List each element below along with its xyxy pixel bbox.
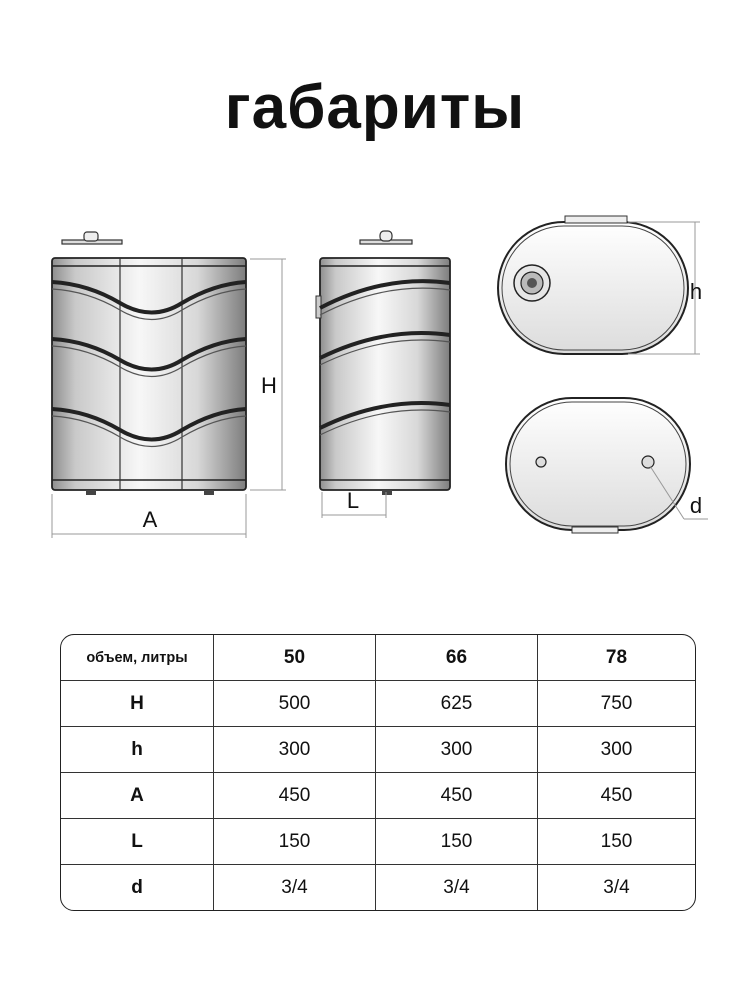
table-cell: 3/4: [214, 865, 376, 910]
bottom-view: [506, 398, 708, 533]
table-row: [61, 773, 695, 819]
front-view: [52, 232, 286, 538]
header-volume-66: 66: [376, 635, 538, 681]
table-cell: 500: [214, 681, 376, 727]
table-cell: 150: [538, 819, 695, 865]
table-row: [61, 681, 695, 727]
label-A: A: [142, 507, 158, 532]
table-row: [61, 727, 695, 773]
label-H: H: [261, 373, 277, 398]
side-view: [316, 231, 450, 518]
table-row: [61, 865, 695, 910]
table-cell: 300: [538, 727, 695, 773]
table-cell: 750: [538, 681, 695, 727]
table-cell: 450: [376, 773, 538, 819]
specs-table: [60, 634, 696, 911]
row-label-d: d: [61, 865, 214, 910]
table-header-row: [61, 635, 695, 681]
table-cell: 3/4: [603, 876, 630, 898]
row-label-L: L: [61, 819, 214, 865]
page-title: габариты: [224, 73, 526, 142]
row-label-A: A: [61, 773, 214, 819]
header-volume-label: объем, литры: [61, 635, 214, 681]
table-cell: 150: [214, 819, 376, 865]
table-cell: 3/4: [376, 865, 538, 910]
table-cell: 300: [214, 727, 376, 773]
table-cell: 450: [214, 773, 376, 819]
label-d: d: [689, 493, 703, 518]
table-cell: 150: [376, 819, 538, 865]
table-cell: 300: [376, 727, 538, 773]
label-L: L: [346, 488, 360, 513]
row-label-h: h: [61, 727, 214, 773]
header-volume-78: 78: [538, 635, 695, 681]
label-h: h: [689, 279, 703, 304]
table-cell: 625: [376, 681, 538, 727]
table-row: [61, 819, 695, 865]
table-cell: 450: [538, 773, 695, 819]
row-label-H: H: [61, 681, 214, 727]
header-volume-50: 50: [214, 635, 376, 681]
top-view: [498, 216, 702, 354]
